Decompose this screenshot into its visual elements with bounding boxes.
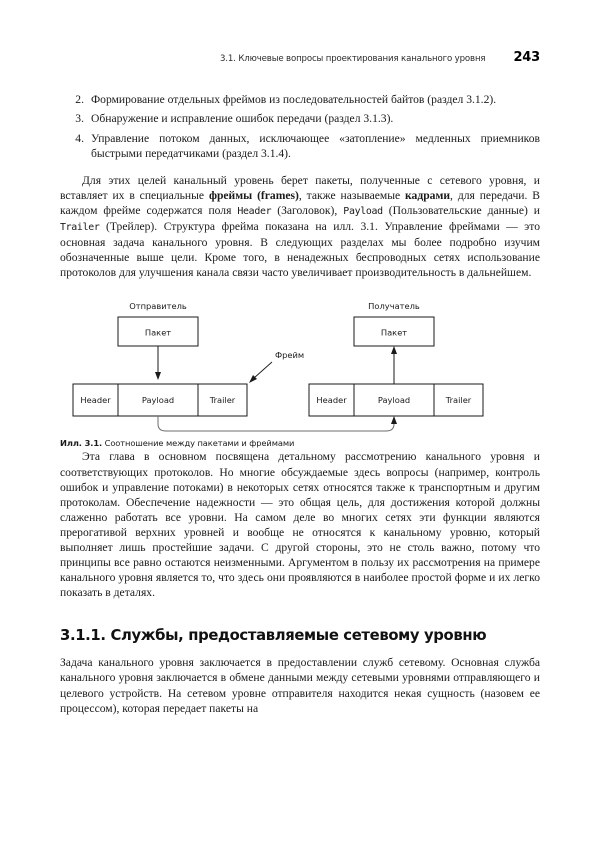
page-number: 243 bbox=[513, 50, 540, 65]
paragraph-services: Задача канального уровня заключается в предоставлении служб сетевому. Основная служба канального уровня заключается в обмене данными между сетевыми уровнями отправляющего и целевого устройств. На сетевом уровне отправителя находится некая сущность (назовем ее процессом), которая передает пакеты на bbox=[60, 656, 540, 715]
para-run: Для этих целей канальный уровень берет пакеты, полученные с сетевого уровня, и вставляет их в специальные bbox=[60, 173, 540, 202]
page-content bbox=[60, 92, 540, 716]
paragraph-frames bbox=[60, 173, 540, 281]
list-item-text: Формирование отдельных фреймов из последовательностей байтов (раздел 3.1.2). bbox=[91, 93, 497, 106]
payload-transmission-path bbox=[158, 416, 394, 431]
figure-3-1 bbox=[60, 296, 540, 449]
list-item bbox=[60, 131, 540, 161]
list-item-text: Управление потоком данных, исключающее «затопление» медленных приемников быстрыми передатчиками (раздел 3.1.4). bbox=[91, 131, 540, 160]
para-run: (Трейлер). Структура фрейма показана на илл. 3.1. Управление фреймами — это основная задача канального уровня. В следующих разделах мы более подробно изучим обозначенные выше цели. Кроме того, в ненадежных беспроводных сетях использование протоколов для улучшения канала связи часто увеличивает производительность в дальнейшем. bbox=[60, 220, 540, 280]
sender-frame-header-label: Header bbox=[80, 395, 111, 406]
para-run: (Пользовательские данные) и bbox=[382, 203, 541, 217]
receiver-label: Получатель bbox=[368, 301, 420, 312]
figure-caption-text: Соотношение между пакетами и фреймами bbox=[102, 438, 295, 449]
sender-down-arrow-head bbox=[155, 372, 161, 380]
list-item-number: 3. bbox=[75, 112, 84, 126]
receiver-frame-header-label: Header bbox=[316, 395, 347, 406]
list-item bbox=[60, 92, 540, 107]
running-head-title: 3.1. Ключевые вопросы проектирования канального уровня bbox=[219, 54, 486, 64]
sender-frame-payload-label: Payload bbox=[141, 395, 175, 406]
field-trailer-mono: Trailer bbox=[60, 222, 100, 234]
para-run: , для передачи. В каждом фрейме содержатся поля bbox=[60, 188, 540, 217]
receiver-packet-label: Пакет bbox=[380, 327, 408, 338]
numbered-list bbox=[60, 92, 540, 161]
frame-callout-leader-line bbox=[254, 362, 272, 378]
list-item-number: 2. bbox=[75, 93, 84, 106]
receiver-frame-payload-label: Payload bbox=[377, 395, 411, 406]
figure-caption-label: Илл. 3.1. bbox=[60, 438, 103, 449]
section-heading-3-1-1: 3.1.1. Службы, предоставляемые сетевому уровню bbox=[60, 627, 487, 645]
list-item-text: Обнаружение и исправление ошибок передачи (раздел 3.1.3). bbox=[91, 112, 394, 126]
running-head bbox=[60, 50, 540, 65]
paragraph-chapter-overview: Эта глава в основном посвящена детальному рассмотрению канального уровня и соответствующих протоколов. Но многие обсуждаемые здесь вопросы (например, контроль ошибок и управление потоками) в некоторых сетях относятся также к транспортным и другим протоколам. Обеспечение надежности — это общая цель, для достижения которой должны слаженно работать все уровни. На самом деле во многих сетях эти функции являются прерогативой верхних уровней и вообще не относятся к канальному уровню, который выполняет лишь простейшие задачи. С другой стороны, это не столь важно, потому что принципы все равно остаются неизменными. Аргументом в пользу их рассмотрения на примере канального уровня является то, что здесь они проявляются в наиболее простой форме и их легко показать в деталях. bbox=[60, 450, 540, 600]
sender-packet-label: Пакет bbox=[144, 327, 172, 338]
figure-caption bbox=[60, 438, 540, 448]
list-item bbox=[60, 111, 540, 126]
list-item-number: 4. bbox=[75, 131, 84, 145]
frame-callout-label: Фрейм bbox=[275, 350, 305, 361]
para-run: (Заголовок), bbox=[271, 203, 344, 217]
term-frames-bold: фреймы (frames) bbox=[208, 188, 299, 202]
receiver-frame-trailer-label: Trailer bbox=[445, 395, 472, 406]
sender-label: Отправитель bbox=[129, 301, 187, 312]
term-kadrami-bold: кадрами bbox=[405, 188, 451, 202]
para-run: , также называемые bbox=[298, 188, 406, 202]
receiver-up-arrow-head bbox=[391, 346, 397, 354]
field-payload-mono: Payload bbox=[343, 205, 383, 217]
field-header-mono: Header bbox=[237, 205, 272, 217]
figure-diagram bbox=[60, 296, 540, 436]
payload-transmission-arrow-head bbox=[391, 416, 397, 424]
sender-frame-trailer-label: Trailer bbox=[209, 395, 236, 406]
